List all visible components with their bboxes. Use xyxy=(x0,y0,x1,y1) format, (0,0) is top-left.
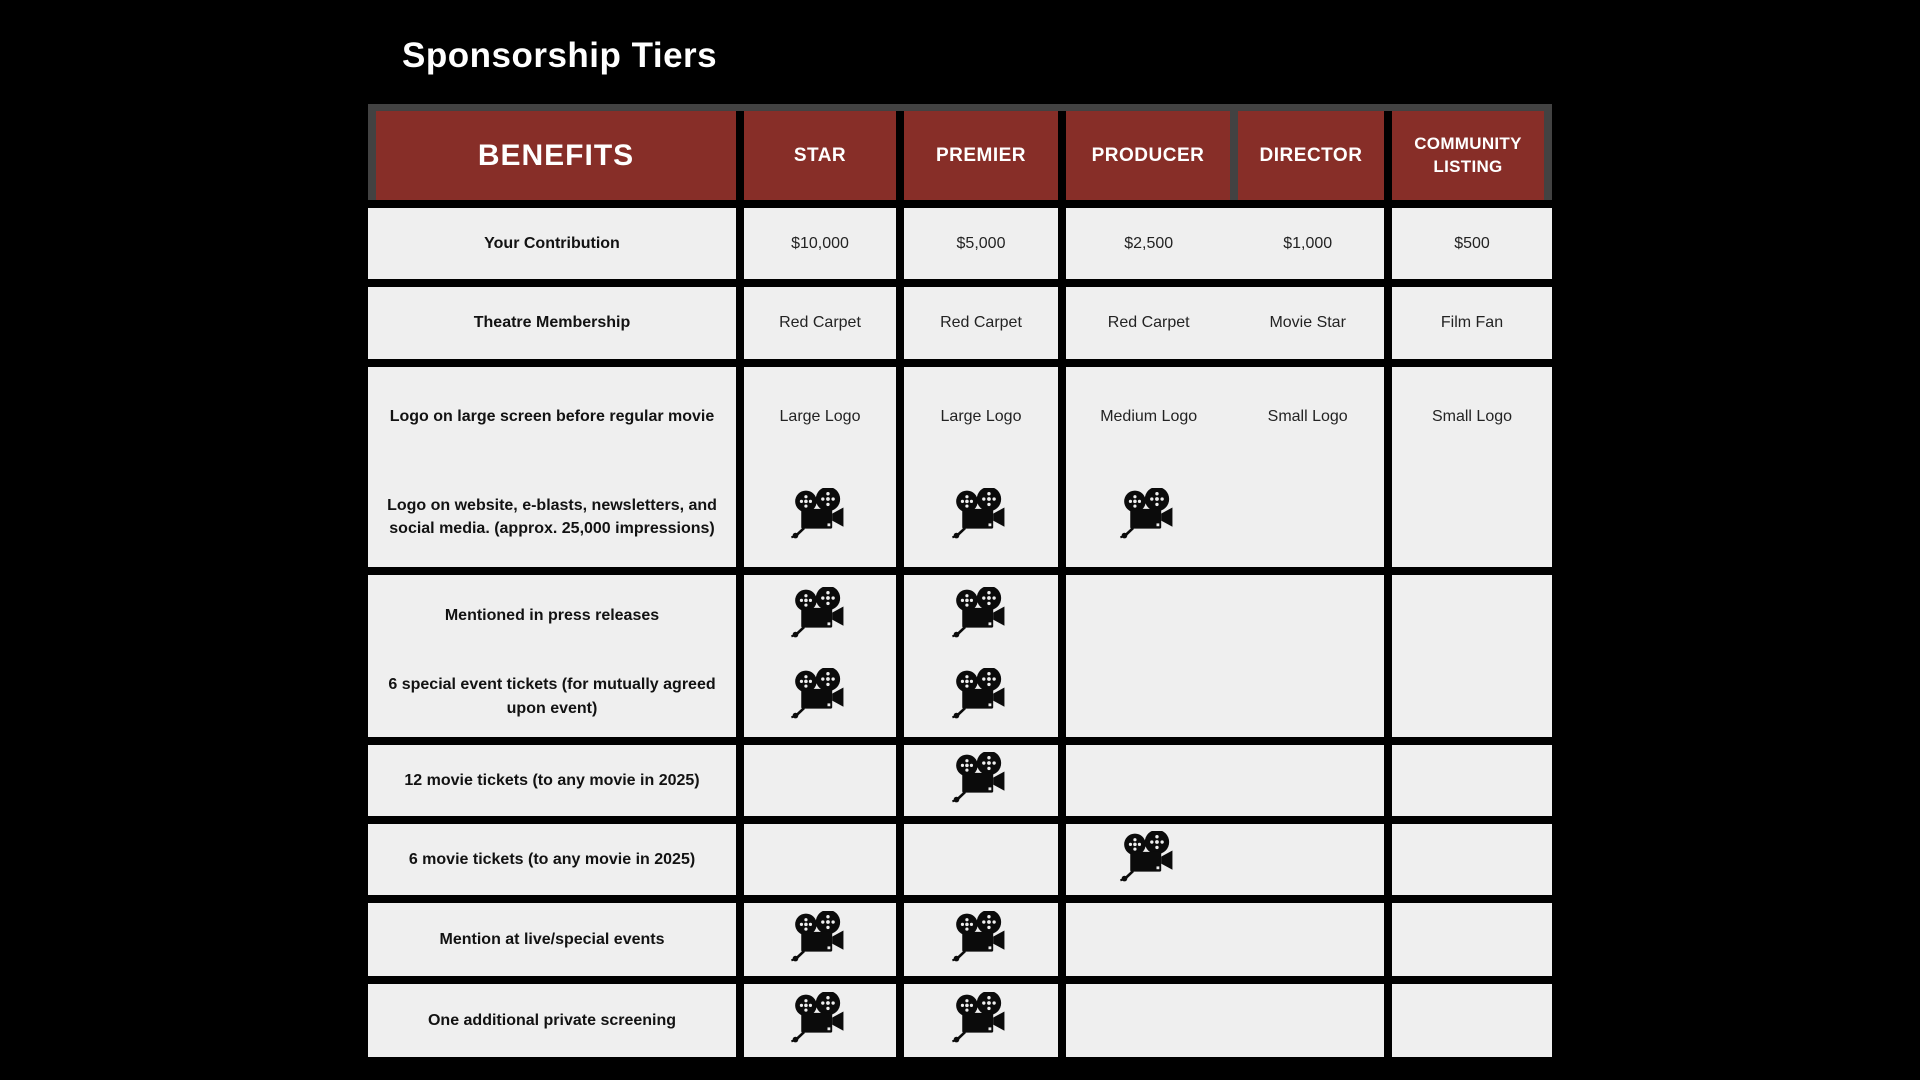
value-text: $5,000 xyxy=(956,234,1006,252)
table-row xyxy=(368,903,1552,976)
value-cell xyxy=(1392,903,1552,976)
value-text: $500 xyxy=(1454,234,1490,252)
value-cell xyxy=(1392,367,1552,567)
value-cell-merged xyxy=(1066,287,1384,359)
producer-director-divider xyxy=(1230,111,1238,200)
table-row xyxy=(368,208,1552,279)
value-cell xyxy=(904,745,1058,816)
value-cell xyxy=(1392,984,1552,1057)
value-cell xyxy=(1392,824,1552,895)
header-divider xyxy=(736,111,744,200)
value-cell-merged xyxy=(1066,367,1384,567)
movie-camera-icon xyxy=(790,488,850,546)
value-cell xyxy=(904,984,1058,1057)
header-divider xyxy=(896,111,904,200)
value-cell-merged xyxy=(1066,575,1384,737)
value-cell xyxy=(744,824,896,895)
header-producer: PRODUCER xyxy=(1066,111,1230,200)
value-cell xyxy=(1392,287,1552,359)
movie-camera-icon xyxy=(951,488,1011,546)
value-cell-merged xyxy=(1066,984,1384,1057)
movie-camera-icon xyxy=(951,992,1011,1050)
table-row xyxy=(368,824,1552,895)
value-cell xyxy=(904,903,1058,976)
value-text: $1,000 xyxy=(1283,234,1333,252)
movie-camera-icon xyxy=(951,752,1011,810)
benefit-text: 6 special event tickets (for mutually agreed upon event) xyxy=(388,676,716,717)
table-row xyxy=(368,984,1552,1057)
header-divider xyxy=(1058,111,1066,200)
value-cell xyxy=(744,984,896,1057)
value-text: Medium Logo xyxy=(1100,408,1198,425)
value-cell xyxy=(904,287,1058,359)
movie-camera-icon xyxy=(790,668,850,726)
table-row xyxy=(368,745,1552,816)
value-cell xyxy=(1392,745,1552,816)
value-cell xyxy=(744,903,896,976)
value-cell-merged xyxy=(1066,208,1384,279)
benefit-cell: Your Contribution xyxy=(368,208,736,279)
value-cell-merged xyxy=(1066,903,1384,976)
value-cell xyxy=(744,208,896,279)
benefit-text: Logo on large screen before regular movie xyxy=(389,408,715,426)
benefit-cell: Theatre Membership xyxy=(368,287,736,359)
value-text: Large Logo xyxy=(779,408,861,425)
table-header-row xyxy=(376,111,1544,200)
value-cell xyxy=(744,367,896,567)
movie-camera-icon xyxy=(1119,488,1179,546)
movie-camera-icon xyxy=(1119,831,1179,889)
value-text: Film Fan xyxy=(1440,314,1504,331)
sponsorship-table xyxy=(368,104,1552,1057)
benefit-cell: One additional private screening xyxy=(368,984,736,1057)
table-header-chrome xyxy=(368,104,1552,200)
value-text: $10,000 xyxy=(791,234,849,252)
table-row xyxy=(368,367,1552,567)
benefit-text: Mentioned in press releases xyxy=(444,606,660,624)
value-text: Red Carpet xyxy=(1107,314,1190,331)
page-title: Sponsorship Tiers xyxy=(402,36,718,75)
value-cell xyxy=(904,208,1058,279)
value-cell xyxy=(904,575,1058,737)
movie-camera-icon xyxy=(951,911,1011,969)
header-community-listing: COMMUNITY LISTING xyxy=(1392,111,1544,200)
value-text: Red Carpet xyxy=(779,314,861,331)
movie-camera-icon xyxy=(951,668,1011,726)
movie-camera-icon xyxy=(790,992,850,1050)
value-text: Small Logo xyxy=(1431,408,1513,425)
header-premier: PREMIER xyxy=(904,111,1058,200)
value-cell xyxy=(904,824,1058,895)
value-text: Small Logo xyxy=(1267,408,1348,425)
table-row xyxy=(368,287,1552,359)
value-text: $2,500 xyxy=(1124,234,1174,252)
value-cell xyxy=(744,287,896,359)
header-divider xyxy=(1384,111,1392,200)
benefit-cell: 12 movie tickets (to any movie in 2025) xyxy=(368,745,736,816)
benefit-text: Logo on website, e-blasts, newsletters, and social media. (approx. 25,000 impressions) xyxy=(387,496,717,537)
benefit-cell xyxy=(368,575,736,737)
movie-camera-icon xyxy=(790,911,850,969)
value-cell xyxy=(904,367,1058,567)
movie-camera-icon xyxy=(951,587,1011,645)
value-text: Movie Star xyxy=(1269,314,1346,331)
value-text: Red Carpet xyxy=(940,314,1022,331)
header-star: STAR xyxy=(744,111,896,200)
value-text: Large Logo xyxy=(940,408,1022,425)
header-benefits: BENEFITS xyxy=(376,111,736,200)
value-cell xyxy=(744,575,896,737)
benefit-cell: Mention at live/special events xyxy=(368,903,736,976)
value-cell xyxy=(1392,208,1552,279)
value-cell-merged xyxy=(1066,745,1384,816)
value-cell-merged xyxy=(1066,824,1384,895)
benefit-cell xyxy=(368,367,736,567)
benefit-cell: 6 movie tickets (to any movie in 2025) xyxy=(368,824,736,895)
movie-camera-icon xyxy=(790,587,850,645)
value-cell xyxy=(1392,575,1552,737)
table-row xyxy=(368,575,1552,737)
header-director: DIRECTOR xyxy=(1238,111,1384,200)
value-cell xyxy=(744,745,896,816)
